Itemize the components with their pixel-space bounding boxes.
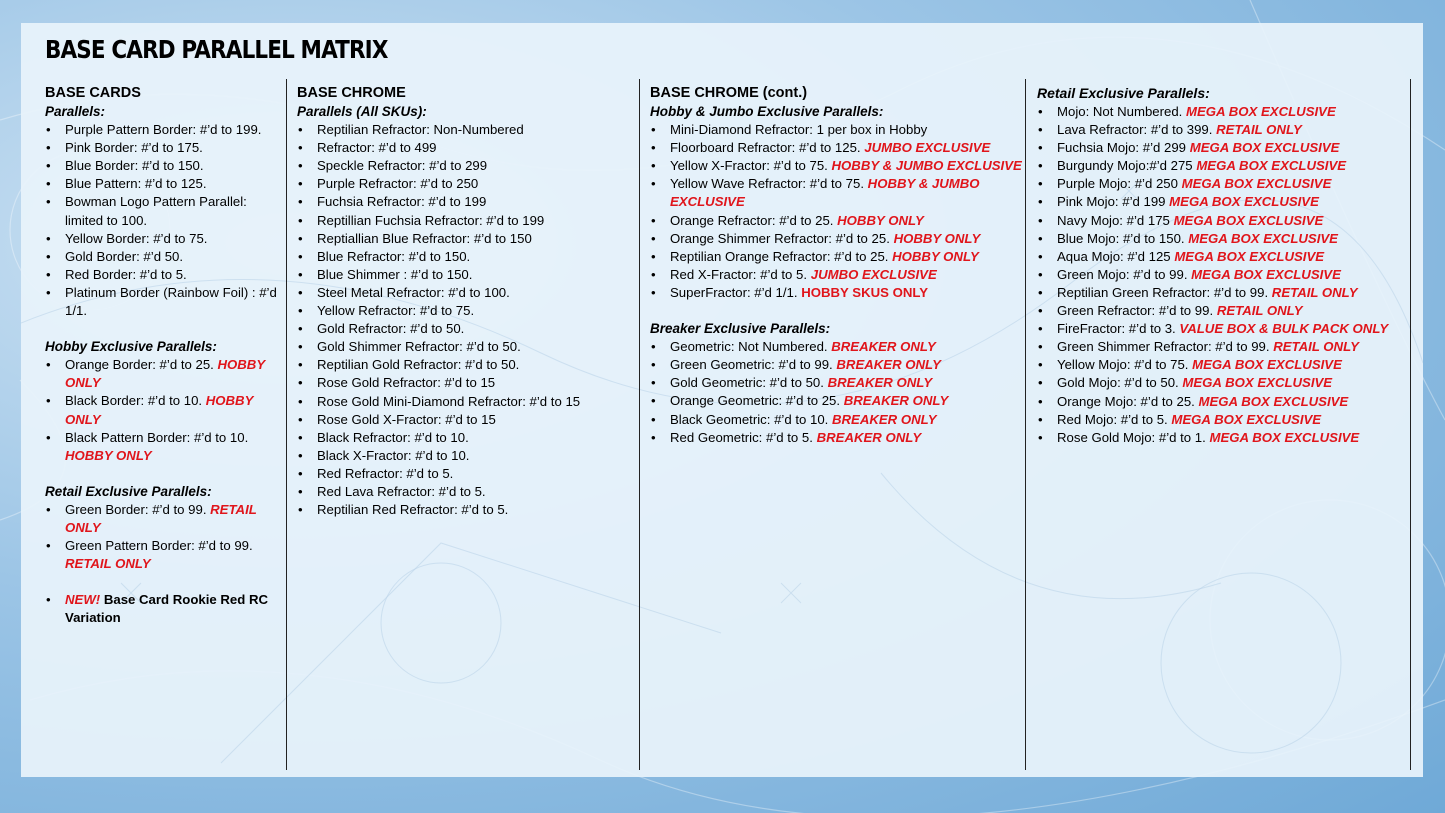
item-text: Rose Gold Mojo: #’d to 1.	[1057, 429, 1206, 445]
list-item	[1037, 374, 1417, 392]
list-item	[1037, 212, 1417, 230]
new-variation-text: Base Card Rookie Red RC Variation	[65, 592, 268, 626]
exclusivity-tag: BREAKER ONLY	[831, 339, 936, 355]
exclusivity-tag: HOBBY ONLY	[892, 248, 979, 264]
list-item	[1037, 338, 1417, 356]
list-item	[45, 193, 281, 229]
item-text: Purple Mojo: #’d 250	[1057, 176, 1178, 192]
list-item	[297, 248, 637, 266]
hobby-jumbo-list	[650, 121, 1024, 302]
list-item	[45, 429, 281, 465]
item-text: Yellow Mojo: #’d to 75.	[1057, 357, 1189, 373]
list-item	[1037, 103, 1417, 121]
list-item	[45, 266, 281, 284]
item-text: Red Refractor: #’d to 5.	[317, 465, 454, 481]
list-item	[1037, 121, 1417, 139]
exclusivity-tag: HOBBY ONLY	[65, 447, 152, 463]
exclusivity-tag: MEGA BOX EXCLUSIVE	[1186, 104, 1336, 119]
exclusivity-tag: MEGA BOX EXCLUSIVE	[1173, 212, 1324, 228]
list-item	[45, 284, 281, 320]
item-text: Gold Shimmer Refractor: #’d to 50.	[317, 339, 521, 355]
exclusivity-tag: MEGA BOX EXCLUSIVE	[1169, 194, 1319, 210]
item-text: Gold Mojo: #’d to 50.	[1057, 375, 1179, 391]
exclusivity-tag: HOBBY SKUS ONLY	[801, 284, 928, 300]
list-item	[297, 175, 637, 193]
list-item	[650, 284, 1024, 302]
list-item	[297, 393, 637, 411]
column-base-chrome-cont	[650, 84, 1024, 447]
list-item	[297, 501, 637, 519]
list-item	[297, 266, 637, 284]
list-item	[650, 392, 1024, 410]
item-text: Floorboard Refractor: #’d to 125.	[670, 140, 861, 156]
column-divider	[1410, 79, 1411, 770]
item-text: Fuchsia Refractor: #’d to 199	[317, 194, 487, 210]
item-text: Aqua Mojo: #’d 125	[1057, 248, 1171, 264]
exclusivity-tag: JUMBO EXCLUSIVE	[864, 140, 991, 156]
list-item	[297, 212, 637, 230]
exclusivity-tag: HOBBY ONLY	[893, 230, 981, 246]
list-item	[1037, 266, 1417, 284]
item-text: Bowman Logo Pattern Parallel: limited to 100.	[65, 194, 247, 228]
list-item	[297, 157, 637, 175]
item-text: Orange Border: #’d to 25.	[65, 357, 214, 373]
item-text: Green Pattern Border: #’d to 99.	[65, 538, 253, 554]
list-item	[45, 121, 281, 139]
new-variation-list	[45, 591, 281, 627]
item-text: Speckle Refractor: #’d to 299	[317, 158, 488, 174]
exclusivity-tag: MEGA BOX EXCLUSIVE	[1182, 375, 1333, 391]
list-item	[1037, 157, 1417, 175]
list-item	[297, 284, 637, 302]
list-item	[1037, 139, 1417, 157]
exclusivity-tag: HOBBY & JUMBO EXCLUSIVE	[670, 176, 980, 210]
item-text: Rose Gold Refractor: #’d to 15	[317, 375, 496, 391]
exclusivity-tag: RETAIL ONLY	[1216, 303, 1303, 319]
exclusivity-tag: MEGA BOX EXCLUSIVE	[1192, 357, 1342, 373]
item-text: Navy Mojo: #’d 175	[1057, 212, 1170, 228]
exclusivity-tag: MEGA BOX EXCLUSIVE	[1174, 248, 1325, 264]
section-label: Parallels (All SKUs):	[297, 104, 427, 119]
item-text: Red Lava Refractor: #’d to 5.	[317, 483, 486, 499]
item-text: Reptilian Refractor: Non-Numbered	[317, 122, 524, 138]
list-item	[1037, 175, 1417, 193]
item-text: Rose Gold X-Fractor: #’d to 15	[317, 411, 496, 427]
column-divider	[1025, 79, 1026, 770]
list-item	[45, 392, 281, 428]
list-item	[650, 429, 1024, 447]
list-item	[650, 356, 1024, 374]
exclusivity-tag: RETAIL ONLY	[65, 556, 151, 572]
exclusivity-tag: MEGA BOX EXCLUSIVE	[1198, 393, 1349, 409]
list-item	[650, 139, 1024, 157]
exclusivity-tag: MEGA BOX EXCLUSIVE	[1189, 140, 1340, 156]
list-item	[297, 356, 637, 374]
list-item	[45, 139, 281, 157]
list-item	[650, 212, 1024, 230]
exclusivity-tag: VALUE BOX & BULK PACK ONLY	[1179, 321, 1389, 337]
item-text: Blue Refractor: #’d to 150.	[317, 248, 471, 264]
exclusivity-tag: HOBBY ONLY	[65, 393, 254, 427]
item-text: Yellow Refractor: #’d to 75.	[317, 303, 475, 319]
exclusivity-tag: RETAIL ONLY	[1271, 284, 1358, 300]
list-item	[650, 157, 1024, 175]
retail-list	[1037, 103, 1417, 447]
new-tag: NEW!	[65, 592, 101, 608]
list-item	[1037, 429, 1417, 447]
list-item	[650, 121, 1024, 139]
item-text: Reptillian Fuchsia Refractor: #’d to 199	[317, 212, 545, 228]
retail-list	[45, 501, 281, 573]
exclusivity-tag: HOBBY & JUMBO EXCLUSIVE	[831, 158, 1022, 174]
item-text: Pink Mojo: #’d 199	[1057, 194, 1166, 210]
list-item	[45, 537, 281, 573]
column-base-chrome	[297, 84, 637, 519]
item-text: SuperFractor: #’d 1/1.	[670, 284, 798, 300]
item-text: Blue Mojo: #’d to 150.	[1057, 230, 1185, 246]
item-text: Reptilian Green Refractor: #’d to 99.	[1057, 284, 1269, 300]
section-label: Retail Exclusive Parallels:	[45, 483, 212, 499]
exclusivity-tag: BREAKER ONLY	[832, 411, 937, 427]
item-text: Blue Pattern: #’d to 125.	[65, 176, 207, 192]
item-text: Lava Refractor: #’d to 399.	[1057, 122, 1213, 138]
item-text: Black X-Fractor: #’d to 10.	[317, 447, 470, 463]
item-text: Green Border: #’d to 99.	[65, 501, 207, 517]
exclusivity-tag: MEGA BOX EXCLUSIVE	[1196, 158, 1347, 174]
list-item	[297, 465, 637, 483]
item-text: Red X-Fractor: #’d to 5.	[670, 266, 808, 282]
item-text: Mojo: Not Numbered.	[1057, 104, 1183, 119]
list-item	[650, 374, 1024, 392]
item-text: Geometric: Not Numbered.	[670, 339, 828, 355]
content-panel	[21, 23, 1423, 777]
list-item	[1037, 230, 1417, 248]
parallel-list	[297, 121, 637, 519]
exclusivity-tag: RETAIL ONLY	[1273, 339, 1359, 355]
list-item	[45, 501, 281, 537]
list-item	[297, 447, 637, 465]
exclusivity-tag: MEGA BOX EXCLUSIVE	[1191, 266, 1341, 282]
item-text: Gold Refractor: #’d to 50.	[317, 321, 465, 337]
exclusivity-tag: BREAKER ONLY	[836, 357, 941, 373]
list-item	[1037, 248, 1417, 266]
list-item	[650, 248, 1024, 266]
item-text: Gold Border: #’d 50.	[65, 248, 184, 264]
item-text: Fuchsia Mojo: #’d 299	[1057, 140, 1187, 156]
exclusivity-tag: MEGA BOX EXCLUSIVE	[1181, 176, 1332, 192]
exclusivity-tag: BREAKER ONLY	[816, 429, 922, 445]
item-text: Green Refractor: #’d to 99.	[1057, 303, 1214, 319]
item-text: Pink Border: #’d to 175.	[65, 140, 203, 156]
column-retail-exclusive	[1037, 84, 1417, 447]
list-item	[45, 157, 281, 175]
list-item	[297, 193, 637, 211]
item-text: Orange Shimmer Refractor: #’d to 25.	[670, 230, 890, 246]
item-text: Red Mojo: #’d to 5.	[1057, 411, 1168, 427]
item-text: Purple Refractor: #’d to 250	[317, 176, 479, 192]
item-text: Platinum Border (Rainbow Foil) : #’d 1/1.	[65, 284, 277, 319]
item-text: Reptilian Red Refractor: #’d to 5.	[317, 502, 509, 518]
page-title: BASE CARD PARALLEL MATRIX	[45, 35, 388, 64]
item-text: Reptilian Orange Refractor: #’d to 25.	[670, 248, 889, 264]
list-item	[297, 320, 637, 338]
item-text: Green Geometric: #’d to 99.	[670, 357, 833, 373]
item-text: Reptilian Gold Refractor: #’d to 50.	[317, 357, 520, 373]
list-item	[297, 483, 637, 501]
item-text: Mini-Diamond Refractor: 1 per box in Hobby	[670, 122, 928, 138]
list-item	[1037, 356, 1417, 374]
item-text: Orange Geometric: #’d to 25.	[670, 393, 841, 409]
column-base-cards	[45, 84, 281, 627]
item-text: Gold Geometric: #’d to 50.	[670, 375, 824, 391]
list-item	[297, 374, 637, 392]
list-item	[1037, 393, 1417, 411]
list-item	[650, 175, 1024, 211]
item-text: Black Pattern Border: #’d to 10.	[65, 429, 249, 445]
item-text: Green Shimmer Refractor: #’d to 99.	[1057, 339, 1270, 355]
section-label: Hobby Exclusive Parallels:	[45, 339, 217, 355]
list-item	[297, 121, 637, 139]
item-text: Blue Border: #’d to 150.	[65, 158, 204, 174]
exclusivity-tag: BREAKER ONLY	[827, 375, 933, 391]
exclusivity-tag: RETAIL ONLY	[65, 501, 257, 535]
list-item	[297, 230, 637, 248]
list-item	[1037, 302, 1417, 320]
list-item	[45, 591, 281, 627]
list-item	[1037, 320, 1417, 338]
parallel-list	[45, 121, 281, 320]
list-item	[45, 248, 281, 266]
list-item	[45, 356, 281, 392]
list-item	[650, 266, 1024, 284]
exclusivity-tag: RETAIL ONLY	[1216, 122, 1302, 138]
exclusivity-tag: HOBBY ONLY	[837, 212, 924, 228]
section-label: Hobby & Jumbo Exclusive Parallels:	[650, 104, 884, 119]
list-item	[650, 338, 1024, 356]
column-divider	[286, 79, 287, 770]
list-item	[650, 411, 1024, 429]
breaker-list	[650, 338, 1024, 447]
list-item	[297, 139, 637, 157]
item-text: Purple Pattern Border: #’d to 199.	[65, 122, 262, 138]
item-text: Reptiallian Blue Refractor: #’d to 150	[317, 230, 532, 246]
list-item	[1037, 284, 1417, 302]
list-item	[297, 338, 637, 356]
item-text: Blue Shimmer : #’d to 150.	[317, 266, 473, 282]
list-item	[45, 175, 281, 193]
item-text: Black Border: #’d to 10.	[65, 393, 203, 409]
column-header: Retail Exclusive Parallels:	[1037, 85, 1210, 101]
column-header: BASE CHROME	[297, 85, 406, 101]
exclusivity-tag: HOBBY ONLY	[65, 357, 265, 391]
item-text: FireFractor: #’d to 3.	[1057, 321, 1176, 337]
item-text: Burgundy Mojo:#’d 275	[1057, 158, 1193, 174]
exclusivity-tag: JUMBO EXCLUSIVE	[810, 266, 937, 282]
exclusivity-tag: MEGA BOX EXCLUSIVE	[1171, 411, 1322, 427]
item-text: Orange Refractor: #’d to 25.	[670, 212, 834, 228]
list-item	[297, 302, 637, 320]
list-item	[45, 230, 281, 248]
item-text: Green Mojo: #’d to 99.	[1057, 266, 1188, 282]
column-divider	[639, 79, 640, 770]
list-item	[297, 429, 637, 447]
list-item	[297, 411, 637, 429]
column-header: BASE CHROME (cont.)	[650, 85, 808, 101]
exclusivity-tag: MEGA BOX EXCLUSIVE	[1188, 230, 1338, 246]
section-label: Parallels:	[45, 104, 106, 119]
exclusivity-tag: BREAKER ONLY	[843, 393, 949, 409]
list-item	[1037, 193, 1417, 211]
list-item	[1037, 411, 1417, 429]
item-text: Refractor: #’d to 499	[317, 140, 437, 156]
list-item	[650, 230, 1024, 248]
item-text: Yellow X-Fractor: #’d to 75.	[670, 158, 828, 174]
item-text: Black Geometric: #’d to 10.	[670, 411, 829, 427]
item-text: Yellow Border: #’d to 75.	[65, 230, 208, 246]
section-label: Breaker Exclusive Parallels:	[650, 321, 831, 337]
item-text: Red Border: #’d to 5.	[65, 266, 187, 282]
hobby-list	[45, 356, 281, 465]
exclusivity-tag: MEGA BOX EXCLUSIVE	[1209, 429, 1360, 445]
item-text: Rose Gold Mini-Diamond Refractor: #’d to 15	[317, 393, 581, 409]
item-text: Steel Metal Refractor: #’d to 100.	[317, 284, 510, 300]
item-text: Yellow Wave Refractor: #’d to 75.	[670, 176, 864, 192]
item-text: Black Refractor: #’d to 10.	[317, 429, 469, 445]
item-text: Red Geometric: #’d to 5.	[670, 429, 813, 445]
column-header: BASE CARDS	[45, 85, 141, 101]
item-text: Orange Mojo: #’d to 25.	[1057, 393, 1195, 409]
